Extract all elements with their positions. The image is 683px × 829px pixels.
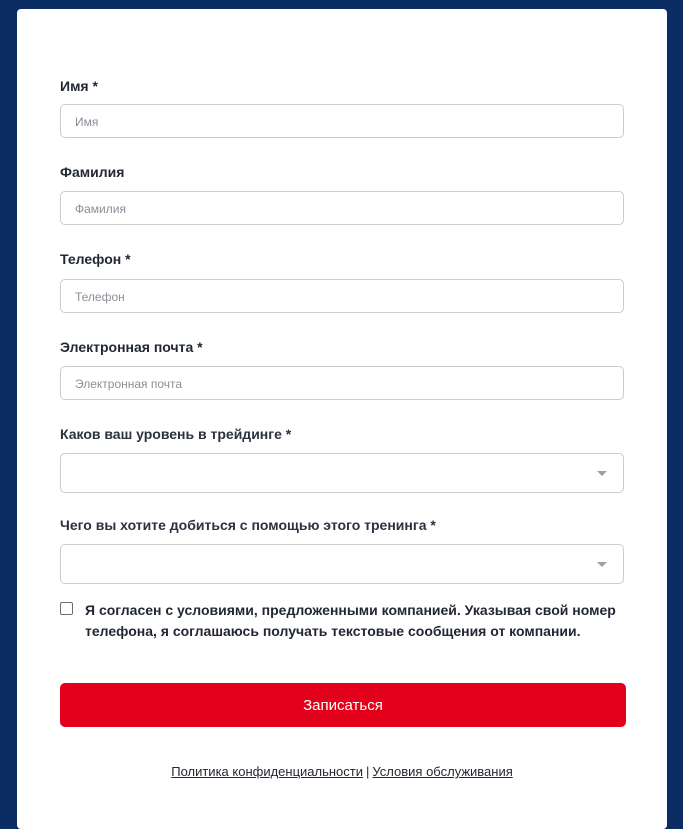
footer-links: [17, 764, 667, 779]
phone-input[interactable]: [60, 279, 624, 313]
privacy-policy-link[interactable]: Политика конфиденциальности: [171, 764, 364, 779]
first-name-placeholder: Имя: [75, 115, 99, 129]
training-goal-label: Чего вы хотите добиться с помощью этого тренинга *: [60, 517, 436, 533]
training-goal-select[interactable]: [60, 544, 624, 584]
phone-label: Телефон *: [60, 251, 131, 267]
last-name-input[interactable]: [60, 191, 624, 225]
terms-of-service-link[interactable]: Условия обслуживания: [372, 764, 513, 779]
last-name-placeholder: Фамилия: [75, 202, 126, 216]
footer-separator: |: [366, 764, 370, 779]
first-name-label: Имя *: [60, 78, 98, 94]
trading-level-select[interactable]: [60, 453, 624, 493]
trading-level-label: Каков ваш уровень в трейдинге *: [60, 426, 292, 442]
phone-placeholder: Телефон: [75, 290, 125, 304]
consent-checkbox[interactable]: [60, 602, 73, 615]
chevron-down-icon: [597, 562, 607, 567]
first-name-input[interactable]: [60, 104, 624, 138]
submit-button[interactable]: Записаться: [60, 683, 626, 727]
email-label: Электронная почта *: [60, 339, 203, 355]
email-input[interactable]: [60, 366, 624, 400]
form-card: [17, 9, 667, 829]
consent-text: Я согласен с условиями, предложенными компанией. Указывая свой номер телефона, я соглашаюсь получать текстовые сообщения от компании.: [85, 602, 616, 639]
last-name-label: Фамилия: [60, 164, 125, 180]
chevron-down-icon: [597, 471, 607, 476]
email-placeholder: Электронная почта: [75, 377, 183, 391]
